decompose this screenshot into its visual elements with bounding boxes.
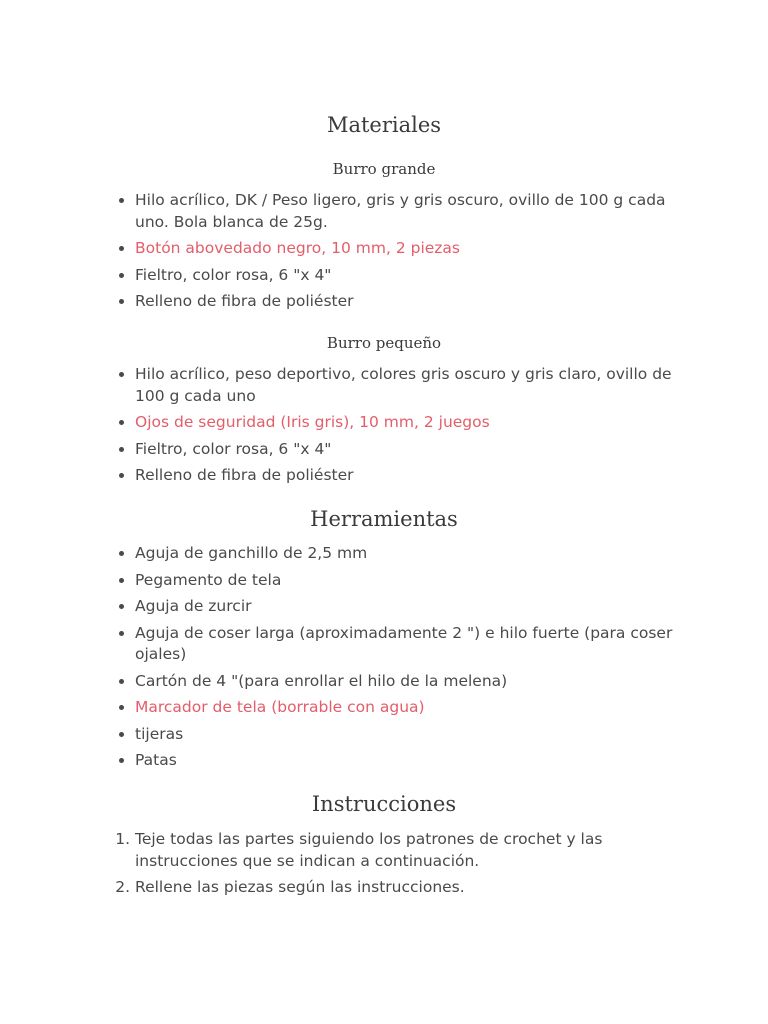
list-item: • Aguja de coser larga (aproximadamente 2 ") e hilo fuerte (para coser ojales) [135,623,695,666]
list-item: 1. Teje todas las partes siguiendo los patrones de crochet y las instrucciones que se indican a continuación. [135,829,695,872]
list-burro-grande [113,190,695,318]
list-item: • Hilo acrílico, DK / Peso ligero, gris y gris oscuro, ovillo de 100 g cada uno. Bola blanca de 25g. [135,190,695,233]
list-item: • Aguja de ganchillo de 2,5 mm [135,543,695,565]
list-burro-pequeno [113,364,695,492]
subheading-burro-grande: Burro grande [332,160,436,178]
list-item: • Aguja de zurcir [135,596,695,618]
heading-materiales: Materiales [326,113,442,137]
list-item: • Patas [135,750,695,772]
list-item: • Fieltro, color rosa, 6 "x 4" [135,265,695,287]
list-item: • Hilo acrílico, peso deportivo, colores gris oscuro y gris claro, ovillo de 100 g cada uno [135,364,695,407]
heading-instrucciones: Instrucciones [311,792,457,816]
list-item: • Relleno de fibra de poliéster [135,465,695,487]
list-item: • Pegamento de tela [135,570,695,592]
link-boton-abovedado[interactable]: • Botón abovedado negro, 10 mm, 2 piezas [135,238,695,260]
subheading-burro-pequeno: Burro pequeño [326,334,442,352]
list-item: • Cartón de 4 "(para enrollar el hilo de la melena) [135,671,695,693]
list-item: • Relleno de fibra de poliéster [135,291,695,313]
list-instrucciones [113,829,695,904]
link-ojos-seguridad[interactable]: • Ojos de seguridad (Iris gris), 10 mm, 2 juegos [135,412,695,434]
list-herramientas [113,543,695,777]
heading-herramientas: Herramientas [310,507,458,531]
list-item: 2. Rellene las piezas según las instrucciones. [135,877,695,899]
list-item: • tijeras [135,724,695,746]
list-item: • Fieltro, color rosa, 6 "x 4" [135,439,695,461]
link-marcador-tela[interactable]: • Marcador de tela (borrable con agua) [135,697,695,719]
